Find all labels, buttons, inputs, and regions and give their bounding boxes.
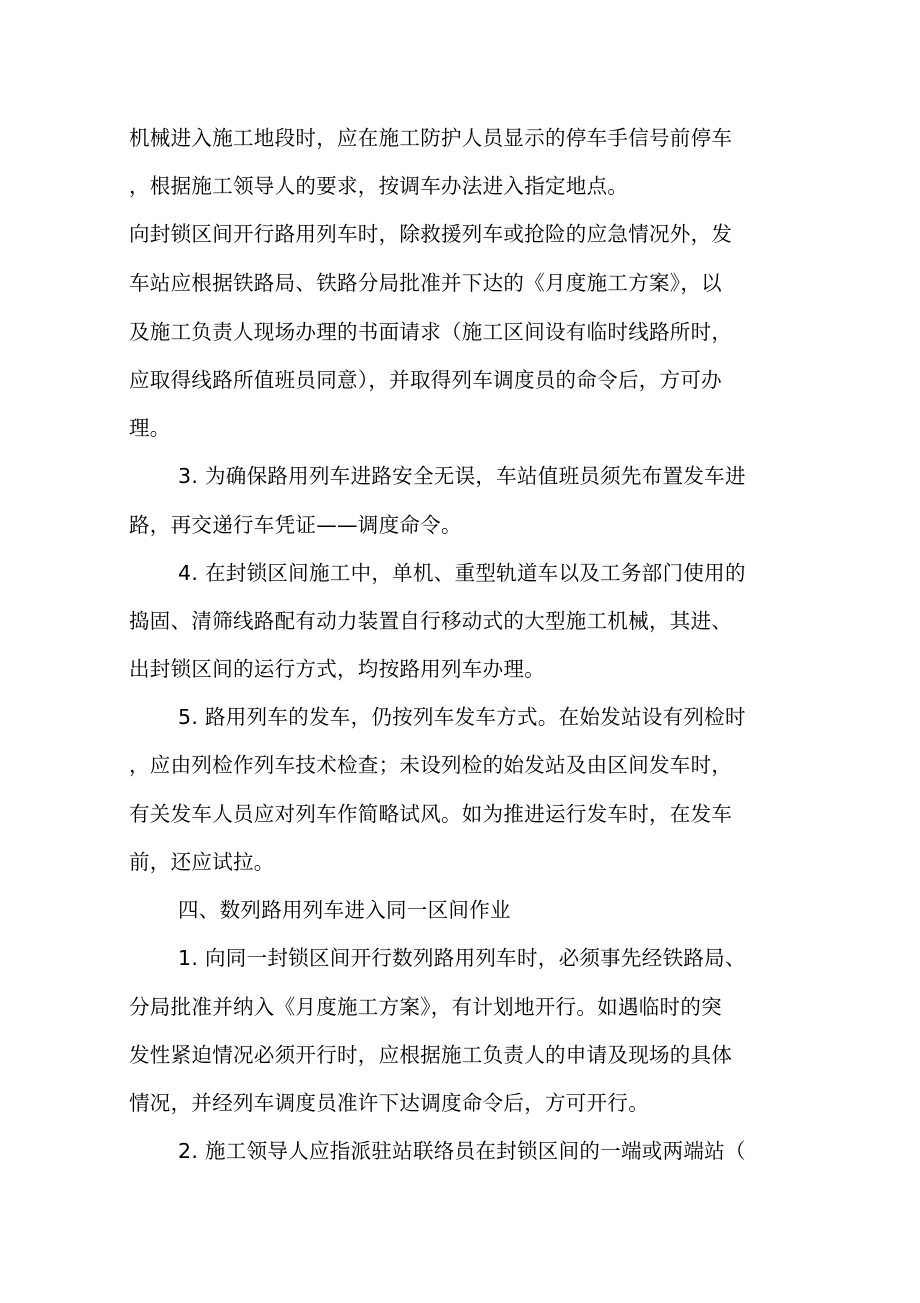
text-line: 机械进入施工地段时，应在施工防护人员显示的停车手信号前停车 <box>129 126 733 150</box>
text-line: 4. 在封锁区间施工中，单机、重型轨道车以及工务部门使用的 <box>178 561 746 585</box>
text-line: 出封锁区间的运行方式，均按路用列车办理。 <box>129 657 545 681</box>
text-line: 1. 向同一封锁区间开行数列路用列车时，必须事先经铁路局、 <box>178 946 746 970</box>
text-line: 路，再交递行车凭证——调度命令。 <box>129 513 462 537</box>
text-line: 应取得线路所值班员同意），并取得列车调度员的命令后，方可办 <box>129 368 722 392</box>
text-line: 及施工负责人现场办理的书面请求（施工区间设有临时线路所时， <box>129 320 733 344</box>
text-line: 3. 为确保路用列车进路安全无误，车站值班员须先布置发车进 <box>178 464 746 488</box>
text-line: 有关发车人员应对列车作简略试风。如为推进运行发车时，在发车 <box>129 802 733 826</box>
text-line: 捣固、清筛线路配有动力装置自行移动式的大型施工机械，其进、 <box>129 609 733 633</box>
section-heading: 四、数列路用列车进入同一区间作业 <box>178 898 511 922</box>
text-line: 5. 路用列车的发车，仍按列车发车方式。在始发站设有列检时 <box>178 705 746 729</box>
text-line: 理。 <box>129 416 171 440</box>
text-line: 向封锁区间开行路用列车时，除救援列车或抢险的应急情况外，发 <box>129 222 733 246</box>
text-line: 车站应根据铁路局、铁路分局批准并下达的《月度施工方案》，以 <box>129 271 722 295</box>
text-line: 发性紧迫情况必须开行时，应根据施工负责人的申请及现场的具体 <box>129 1043 733 1067</box>
text-line: 情况，并经列车调度员准许下达调度命令后，方可开行。 <box>129 1091 649 1115</box>
text-line: 前，还应试拉。 <box>129 850 275 874</box>
text-line: 2. 施工领导人应指派驻站联络员在封锁区间的一端或两端站（ <box>178 1139 746 1163</box>
text-line: ，根据施工领导人的要求，按调车办法进入指定地点。 <box>129 174 629 198</box>
text-line: ，应由列检作列车技术检查；未设列检的始发站及由区间发车时， <box>129 753 733 777</box>
text-line: 分局批准并纳入《月度施工方案》，有计划地开行。如遇临时的突 <box>129 995 722 1019</box>
